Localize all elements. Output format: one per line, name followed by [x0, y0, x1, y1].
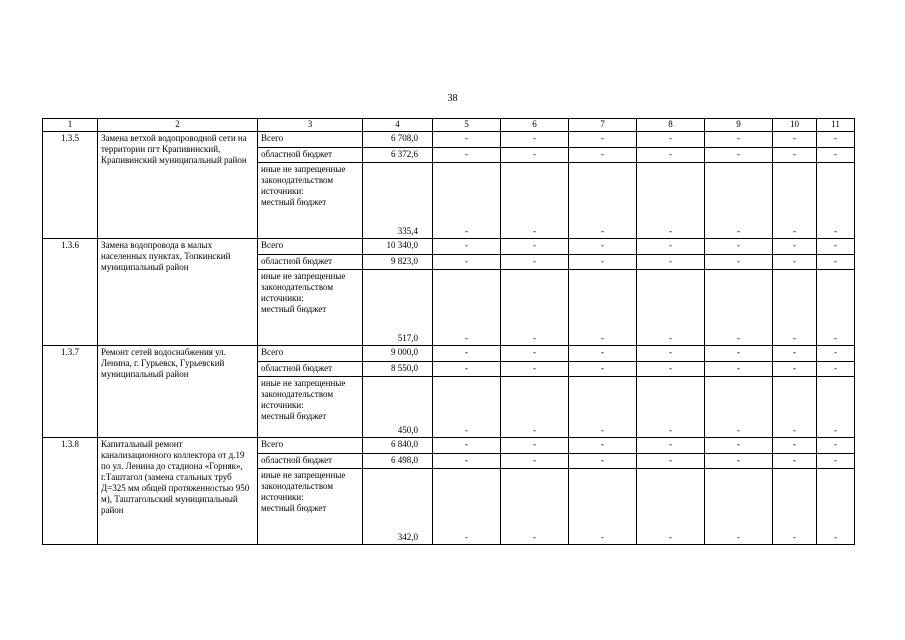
empty-value: -: [569, 255, 637, 270]
empty-value: -: [433, 377, 501, 438]
empty-value: -: [773, 362, 817, 377]
source-other-label: иные не запрещенные законодательством источники:: [261, 470, 346, 502]
total-value: 10 340,0: [363, 239, 433, 255]
empty-value: -: [705, 132, 773, 148]
local-value: 342,0: [363, 469, 433, 545]
empty-value: -: [637, 148, 705, 163]
source-local-label: местный бюджет: [261, 503, 327, 513]
source-total-label: Всего: [258, 346, 363, 362]
empty-value: -: [705, 362, 773, 377]
empty-value: -: [433, 132, 501, 148]
empty-value: -: [501, 239, 569, 255]
empty-value: -: [501, 377, 569, 438]
empty-value: -: [773, 148, 817, 163]
empty-value: -: [569, 270, 637, 346]
empty-value: -: [705, 377, 773, 438]
empty-value: -: [637, 469, 705, 545]
empty-value: -: [637, 270, 705, 346]
empty-value: -: [501, 255, 569, 270]
empty-value: -: [569, 469, 637, 545]
empty-value: -: [773, 469, 817, 545]
empty-value: -: [637, 362, 705, 377]
empty-value: -: [637, 438, 705, 454]
empty-value: -: [773, 163, 817, 239]
empty-value: -: [433, 438, 501, 454]
column-header: 2: [98, 119, 258, 132]
empty-value: -: [817, 148, 855, 163]
empty-value: -: [817, 454, 855, 469]
empty-value: -: [501, 438, 569, 454]
column-header: 10: [773, 119, 817, 132]
local-value: 450,0: [363, 377, 433, 438]
total-value: 6 708,0: [363, 132, 433, 148]
column-header: 3: [258, 119, 363, 132]
column-header: 9: [705, 119, 773, 132]
empty-value: -: [705, 438, 773, 454]
empty-value: -: [705, 239, 773, 255]
empty-value: -: [773, 377, 817, 438]
regional-value: 8 550,0: [363, 362, 433, 377]
source-regional-label: областной бюджет: [258, 255, 363, 270]
empty-value: -: [501, 454, 569, 469]
local-value: 335,4: [363, 163, 433, 239]
empty-value: -: [433, 454, 501, 469]
empty-value: -: [773, 438, 817, 454]
budget-table: [42, 118, 855, 545]
column-header: 7: [569, 119, 637, 132]
empty-value: -: [569, 362, 637, 377]
local-value: 517,0: [363, 270, 433, 346]
table-row: [43, 239, 855, 255]
empty-value: -: [817, 270, 855, 346]
source-total-label: Всего: [258, 438, 363, 454]
empty-value: -: [501, 469, 569, 545]
empty-value: -: [817, 469, 855, 545]
source-other-label: иные не запрещенные законодательством источники:: [261, 378, 346, 410]
empty-value: -: [817, 255, 855, 270]
column-header: 1: [43, 119, 98, 132]
column-header: 5: [433, 119, 501, 132]
empty-value: -: [433, 270, 501, 346]
empty-value: -: [773, 255, 817, 270]
empty-value: -: [705, 163, 773, 239]
source-total-label: Всего: [258, 132, 363, 148]
source-regional-label: областной бюджет: [258, 362, 363, 377]
empty-value: -: [433, 469, 501, 545]
regional-value: 6 372,6: [363, 148, 433, 163]
measure-name: Капитальный ремонт канализационного коллектора от д.19 по ул. Ленина до стадиона «Горняк», г.Таштагол (замена стальных труб Д=325 мм общей протяженностью 950 м), Таштагольский муниципальный район: [98, 438, 258, 545]
empty-value: -: [501, 270, 569, 346]
measure-name: Замена водопровода в малых населенных пунктах, Топкинский муниципальный район: [98, 239, 258, 346]
empty-value: -: [569, 438, 637, 454]
empty-value: -: [817, 377, 855, 438]
source-other-cell: [258, 163, 363, 239]
empty-value: -: [817, 362, 855, 377]
source-other-label: иные не запрещенные законодательством источники:: [261, 164, 346, 196]
empty-value: -: [433, 148, 501, 163]
empty-value: -: [637, 255, 705, 270]
empty-value: -: [705, 469, 773, 545]
empty-value: -: [569, 148, 637, 163]
total-value: 9 000,0: [363, 346, 433, 362]
empty-value: -: [569, 132, 637, 148]
empty-value: -: [817, 239, 855, 255]
row-number: 1.3.5: [43, 132, 98, 239]
row-number: 1.3.8: [43, 438, 98, 545]
empty-value: -: [569, 163, 637, 239]
empty-value: -: [637, 163, 705, 239]
empty-value: -: [817, 346, 855, 362]
empty-value: -: [433, 255, 501, 270]
empty-value: -: [637, 132, 705, 148]
regional-value: 6 498,0: [363, 454, 433, 469]
row-number: 1.3.6: [43, 239, 98, 346]
empty-value: -: [773, 454, 817, 469]
empty-value: -: [501, 362, 569, 377]
source-other-cell: [258, 469, 363, 545]
empty-value: -: [705, 454, 773, 469]
empty-value: -: [817, 438, 855, 454]
measure-name: Ремонт сетей водоснабжения ул. Ленина, г. Гурьевск, Гурьевский муниципальный район: [98, 346, 258, 438]
empty-value: -: [637, 454, 705, 469]
empty-value: -: [501, 132, 569, 148]
page-number: 38: [447, 93, 458, 104]
empty-value: -: [501, 148, 569, 163]
table-row: [43, 346, 855, 362]
source-local-label: местный бюджет: [261, 411, 327, 421]
source-regional-label: областной бюджет: [258, 454, 363, 469]
empty-value: -: [433, 239, 501, 255]
column-header: 6: [501, 119, 569, 132]
empty-value: -: [773, 132, 817, 148]
column-header: 8: [637, 119, 705, 132]
source-other-cell: [258, 270, 363, 346]
empty-value: -: [501, 163, 569, 239]
empty-value: -: [705, 346, 773, 362]
regional-value: 9 823,0: [363, 255, 433, 270]
empty-value: -: [569, 454, 637, 469]
column-header: 11: [817, 119, 855, 132]
empty-value: -: [433, 362, 501, 377]
empty-value: -: [817, 132, 855, 148]
measure-name: Замена ветхой водопроводной сети на территории пгт Крапивинский, Крапивинский муниципальный район: [98, 132, 258, 239]
total-value: 6 840,0: [363, 438, 433, 454]
source-local-label: местный бюджет: [261, 197, 327, 207]
empty-value: -: [637, 377, 705, 438]
empty-value: -: [433, 163, 501, 239]
empty-value: -: [705, 255, 773, 270]
empty-value: -: [705, 148, 773, 163]
empty-value: -: [569, 239, 637, 255]
source-other-label: иные не запрещенные законодательством источники:: [261, 271, 346, 303]
source-regional-label: областной бюджет: [258, 148, 363, 163]
column-number-row: [43, 119, 855, 132]
table-row: [43, 132, 855, 148]
empty-value: -: [817, 163, 855, 239]
empty-value: -: [569, 377, 637, 438]
column-header: 4: [363, 119, 433, 132]
empty-value: -: [569, 346, 637, 362]
source-other-cell: [258, 377, 363, 438]
source-total-label: Всего: [258, 239, 363, 255]
empty-value: -: [501, 346, 569, 362]
empty-value: -: [773, 270, 817, 346]
empty-value: -: [773, 239, 817, 255]
empty-value: -: [705, 270, 773, 346]
empty-value: -: [773, 346, 817, 362]
row-number: 1.3.7: [43, 346, 98, 438]
empty-value: -: [637, 346, 705, 362]
empty-value: -: [433, 346, 501, 362]
source-local-label: местный бюджет: [261, 304, 327, 314]
empty-value: -: [637, 239, 705, 255]
table-row: [43, 438, 855, 454]
